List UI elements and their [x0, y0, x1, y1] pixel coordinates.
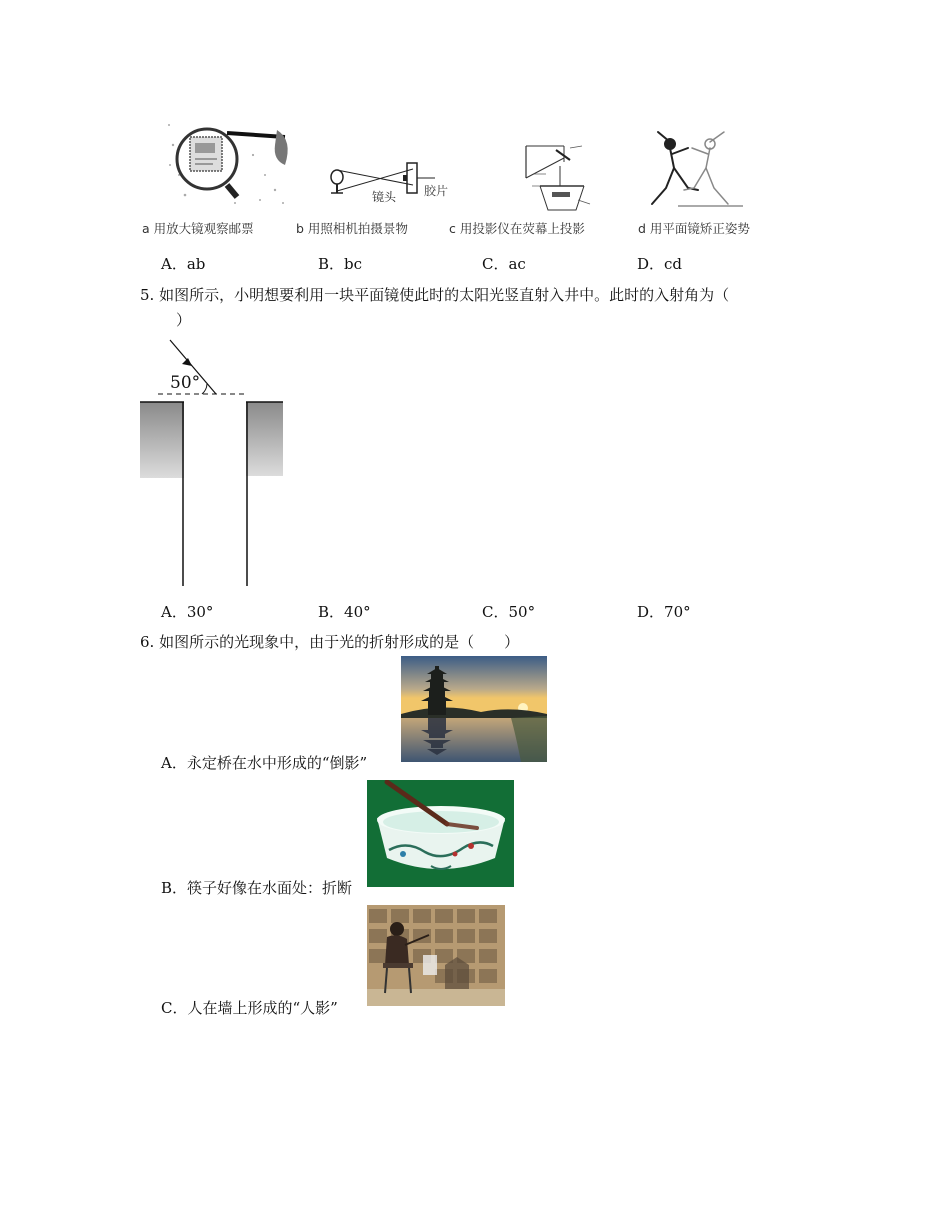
- camera-lens-label: 镜头: [372, 190, 397, 204]
- q6-option-b[interactable]: [161, 877, 352, 898]
- option-text: bc: [344, 255, 363, 273]
- q5-option-a[interactable]: [161, 601, 213, 622]
- shadow-puppet-photo: [367, 905, 505, 1006]
- q5-stem-line1: 5. 如图所示，小明想要利用一块平面镜使此时的太阳光竖直射入井中。此时的入射角为（: [140, 286, 730, 304]
- option-letter: C．: [482, 603, 509, 621]
- q5-angle-label: 50°: [170, 373, 201, 393]
- camera-film-label: 胶片: [424, 184, 449, 198]
- q4-figure-d: [648, 128, 748, 210]
- magnifier-stamp-illustration: [165, 115, 293, 210]
- option-letter: C．: [161, 999, 188, 1017]
- pagoda-reflection-photo: [401, 656, 547, 762]
- q4-option-d[interactable]: [637, 253, 682, 274]
- option-letter: A．: [161, 603, 187, 621]
- q4-option-c[interactable]: [482, 253, 526, 274]
- projector-diagram: [512, 138, 612, 213]
- option-text: 筷子好像在水面处：折断: [187, 879, 353, 897]
- mirror-dancer-illustration: [648, 128, 748, 210]
- q6-option-c[interactable]: [161, 997, 338, 1018]
- q4-caption-b: b 用照相机拍摄景物: [296, 221, 408, 236]
- q4-option-a[interactable]: [161, 253, 205, 274]
- q4-caption-d: d 用平面镜矫正姿势: [638, 221, 750, 236]
- q5-option-d[interactable]: [637, 601, 691, 622]
- option-letter: D．: [637, 603, 665, 621]
- option-letter: B．: [318, 603, 345, 621]
- q6-stem: 6. 如图所示的光现象中，由于光的折射形成的是（ ）: [140, 633, 520, 651]
- q6-option-a[interactable]: [161, 752, 367, 773]
- option-text: cd: [664, 255, 683, 273]
- option-text: 永定桥在水中形成的“倒影”: [186, 754, 368, 772]
- option-text: ab: [186, 255, 206, 273]
- q5-option-b[interactable]: [318, 601, 371, 622]
- option-letter: A．: [161, 754, 187, 772]
- q4-figure-c: [512, 138, 612, 213]
- well-diagram: [138, 338, 288, 588]
- option-text: 40°: [344, 603, 371, 621]
- option-letter: B．: [318, 255, 345, 273]
- q5-stem-line2: ）: [176, 311, 192, 329]
- q4-option-b[interactable]: [318, 253, 362, 274]
- option-letter: D．: [637, 255, 665, 273]
- q5-well-figure: [138, 338, 288, 588]
- option-text: 30°: [186, 603, 214, 621]
- option-text: 人在墙上形成的“人影”: [187, 999, 338, 1017]
- option-text: 70°: [664, 603, 691, 621]
- option-text: ac: [508, 255, 526, 273]
- option-letter: C．: [482, 255, 509, 273]
- q4-caption-a: a 用放大镜观察邮票: [142, 221, 254, 236]
- q5-option-c[interactable]: [482, 601, 535, 622]
- option-letter: A．: [161, 255, 187, 273]
- chopstick-bowl-photo: [367, 780, 514, 887]
- q4-caption-c: c 用投影仪在荧幕上投影: [449, 221, 585, 236]
- option-text: 50°: [508, 603, 536, 621]
- q4-figure-a: [165, 115, 293, 210]
- option-letter: B．: [161, 879, 188, 897]
